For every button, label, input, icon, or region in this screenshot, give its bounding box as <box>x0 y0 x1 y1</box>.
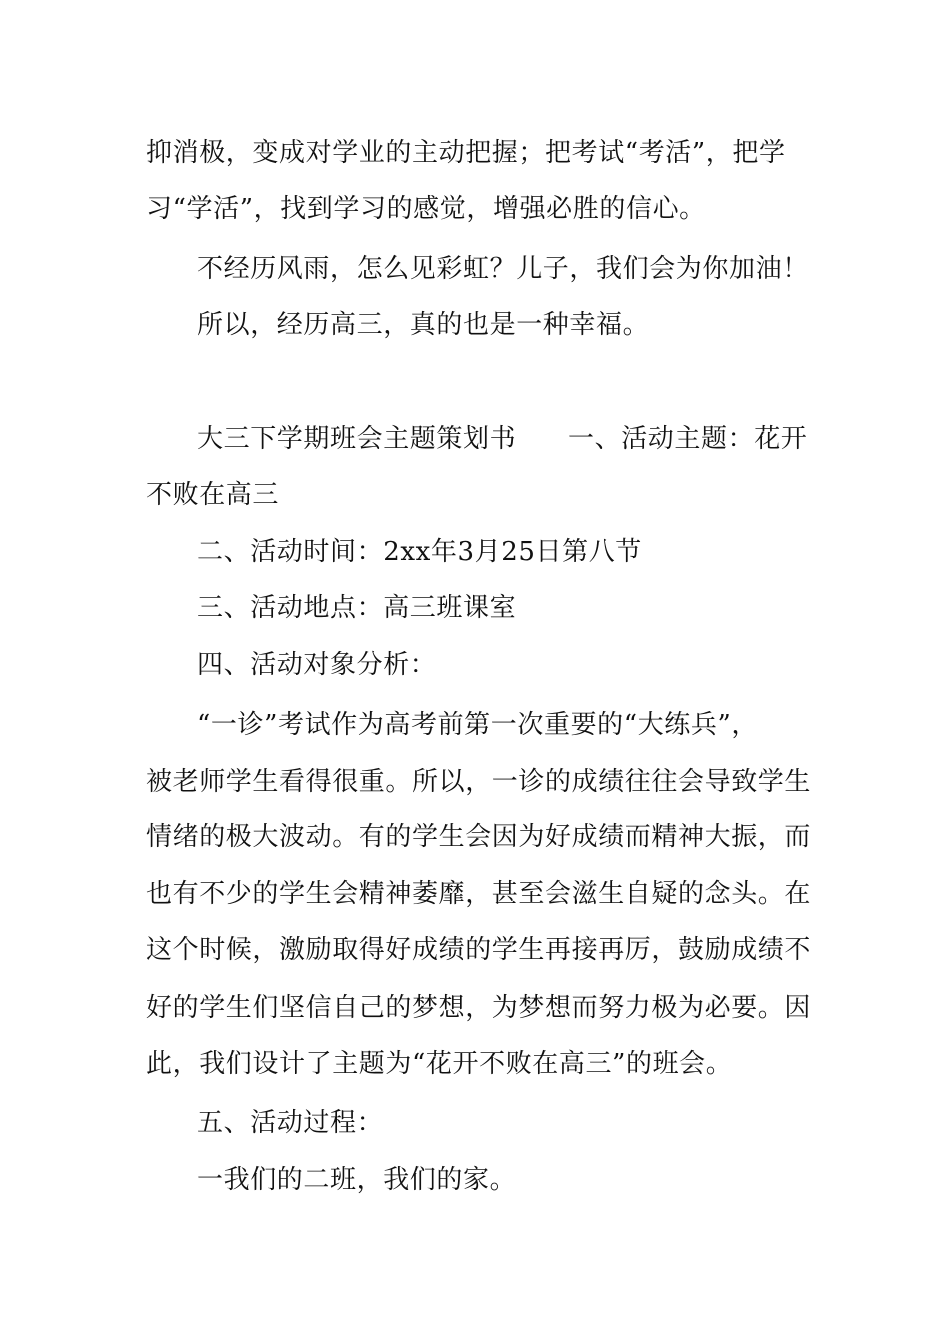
analysis-line: 被老师学生看得很重。所以，一诊的成绩往往会导致学生 <box>146 767 812 797</box>
paragraph-line: 抑消极，变成对学业的主动把握；把考试“考活”，把学 <box>146 138 786 168</box>
theme-heading: 一、活动主题：花开 <box>568 424 808 454</box>
analysis-line: 此，我们设计了主题为“花开不败在高三”的班会。 <box>146 1049 733 1079</box>
activity-place: 三、活动地点：高三班课室 <box>197 593 517 623</box>
process-item: 一我们的二班，我们的家。 <box>197 1165 517 1195</box>
theme-heading-continued: 不败在高三 <box>146 480 280 510</box>
analysis-line: 也有不少的学生会精神萎靡，甚至会滋生自疑的念头。在 <box>146 879 812 909</box>
analysis-heading: 四、活动对象分析： <box>197 650 437 680</box>
paragraph-line: 习“学活”，找到学习的感觉，增强必胜的信心。 <box>146 194 706 224</box>
process-heading: 五、活动过程： <box>197 1108 384 1138</box>
paragraph-line: 不经历风雨，怎么见彩虹？儿子，我们会为你加油！ <box>197 254 809 284</box>
section-title: 大三下学期班会主题策划书 <box>197 424 517 454</box>
analysis-line: “一诊”考试作为高考前第一次重要的“大练兵”， <box>197 710 758 740</box>
paragraph-line: 所以，经历高三，真的也是一种幸福。 <box>197 310 650 340</box>
analysis-line: 这个时候，激励取得好成绩的学生再接再厉，鼓励成绩不 <box>146 935 812 965</box>
analysis-line: 情绪的极大波动。有的学生会因为好成绩而精神大振，而 <box>146 822 812 852</box>
analysis-line: 好的学生们坚信自己的梦想，为梦想而努力极为必要。因 <box>146 993 812 1023</box>
activity-time: 二、活动时间：2xx年3月25日第八节 <box>197 537 642 567</box>
